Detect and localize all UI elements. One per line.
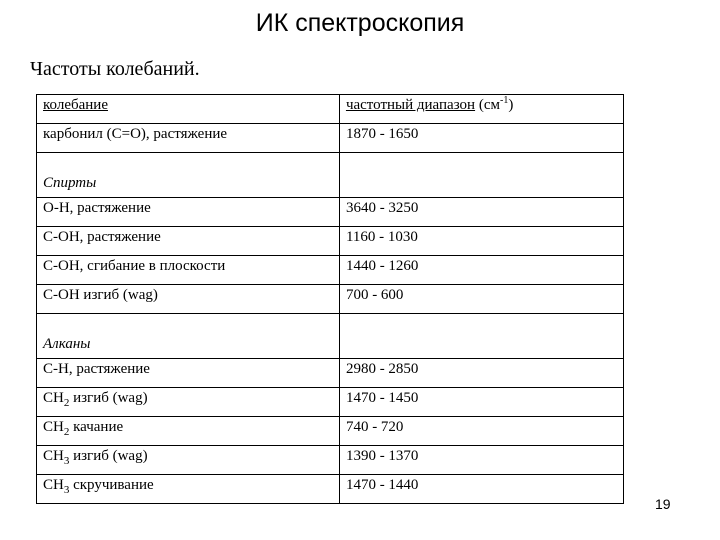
range-cell: 740 - 720 [339,417,623,446]
range-cell: 1390 - 1370 [339,446,623,475]
header-range [339,95,623,124]
vibration-cell: С-ОН, растяжение [37,227,340,256]
vibration-suffix: изгиб (wag) [69,390,148,406]
formula-prefix: CH [43,477,64,493]
range-cell: 2980 - 2850 [339,359,623,388]
header-unit-exponent: -1 [499,95,509,106]
range-cell: 1160 - 1030 [339,227,623,256]
vibration-cell [37,388,340,417]
formula-prefix: CH [43,390,64,406]
section-label-alkanes: Алканы [37,314,340,359]
vibration-cell [37,475,340,504]
vibration-cell [37,417,340,446]
page-number: 19 [655,496,671,512]
vibration-cell [37,446,340,475]
header-unit-open: (см [475,97,500,113]
section-row-alkanes [37,314,624,359]
range-cell: 1470 - 1450 [339,388,623,417]
table-row [37,388,624,417]
table-header-row [37,95,624,124]
vibration-cell: карбонил (С=О), растяжение [37,124,340,153]
table-row [37,359,624,388]
range-cell: 1870 - 1650 [339,124,623,153]
formula-subscript: 2 [63,397,70,409]
formula-subscript: 3 [63,484,70,496]
header-vibration-label: колебание [43,97,108,113]
table-row [37,417,624,446]
empty-cell [339,314,623,359]
frequency-table [36,94,624,504]
vibration-cell: С-ОН, сгибание в плоскости [37,256,340,285]
subtitle: Частоты колебаний. [30,58,200,80]
table-row [37,475,624,504]
table-row [37,446,624,475]
section-label-alcohols: Спирты [37,153,340,198]
formula-subscript: 3 [63,455,70,467]
header-range-label: частотный диапазон [345,97,476,113]
table-row [37,198,624,227]
empty-cell [339,153,623,198]
range-cell: 3640 - 3250 [339,198,623,227]
formula-prefix: CH [43,419,64,435]
vibration-cell: О-Н, растяжение [37,198,340,227]
range-cell: 1470 - 1440 [339,475,623,504]
vibration-cell [37,359,340,388]
formula-prefix: CH [43,448,64,464]
page-title: ИК спектроскопия [255,9,465,37]
range-cell: 700 - 600 [339,285,623,314]
formula-subscript: 2 [63,426,70,438]
table-row [37,285,624,314]
vibration-prefix: С-Н, растяжение [43,361,150,377]
vibration-cell: С-ОН изгиб (wag) [37,285,340,314]
range-cell: 1440 - 1260 [339,256,623,285]
section-row-alcohols [37,153,624,198]
table-row [37,256,624,285]
vibration-suffix: скручивание [69,477,154,493]
header-vibration [37,95,340,124]
header-unit-close: ) [508,97,514,113]
table-row [37,124,624,153]
table-row [37,227,624,256]
vibration-suffix: качание [69,419,124,435]
vibration-suffix: изгиб (wag) [69,448,148,464]
